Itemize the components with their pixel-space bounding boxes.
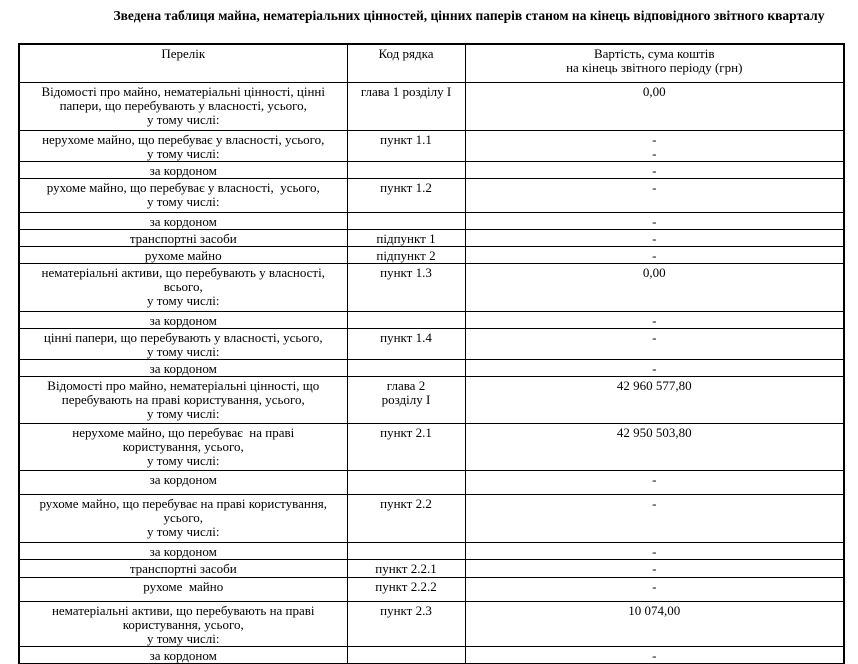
cell-value [465, 263, 844, 311]
description-line: у тому числі: [147, 630, 220, 646]
description-line: нерухоме майно, що перебуває на праві [72, 424, 295, 440]
cell-code [347, 359, 465, 376]
value-line: - [652, 560, 657, 576]
cell-value [465, 646, 844, 664]
description-line: Відомості про майно, нематеріальні цінності, що [47, 377, 320, 393]
cell-value [465, 130, 844, 161]
value-line: - [652, 179, 657, 195]
value-line: - [652, 213, 657, 229]
cell-value [465, 577, 844, 601]
cell-value [465, 82, 844, 130]
description-line: Відомості про майно, нематеріальні цінності, цінні [41, 83, 325, 99]
description-line: нематеріальні активи, що перебувають у власності, [41, 264, 325, 280]
table-row [19, 229, 844, 246]
cell-value [465, 311, 844, 328]
cell-description [19, 470, 347, 494]
cell-value [465, 559, 844, 577]
table-row [19, 601, 844, 646]
cell-description [19, 601, 347, 646]
cell-code [347, 542, 465, 559]
description-line: у тому числі: [147, 343, 220, 359]
table-row [19, 161, 844, 178]
description-line: за кордоном [149, 213, 217, 229]
value-line: - [652, 543, 657, 559]
description-line: у тому числі: [147, 111, 220, 127]
description-line: за кордоном [149, 162, 217, 178]
cell-description [19, 646, 347, 664]
description-line: транспортні засоби [129, 560, 237, 576]
description-line: нематеріальні активи, що перебувають на праві [51, 602, 315, 618]
cell-description [19, 328, 347, 359]
value-line: - [652, 131, 657, 147]
description-line: у тому числі: [147, 452, 220, 468]
cell-description [19, 178, 347, 212]
code-line: пункт 1.4 [380, 329, 432, 345]
cell-value [465, 601, 844, 646]
cell-code [347, 423, 465, 470]
description-line: перебувають на праві користування, усього, [61, 391, 305, 407]
code-line: глава 1 розділу I [360, 83, 452, 99]
cell-description [19, 263, 347, 311]
cell-code [347, 246, 465, 263]
table-row [19, 423, 844, 470]
cell-code [347, 601, 465, 646]
cell-code [347, 161, 465, 178]
table-row [19, 246, 844, 263]
cell-code [347, 130, 465, 161]
description-line: цінні папери, що перебувають у власності, усього, [43, 329, 323, 345]
header-row [19, 44, 844, 82]
table-row [19, 263, 844, 311]
cell-description [19, 130, 347, 161]
description-line: за кордоном [149, 360, 217, 376]
description-line: всього, [163, 278, 203, 294]
table-row [19, 359, 844, 376]
cell-value [465, 229, 844, 246]
table-row [19, 646, 844, 664]
table-row [19, 376, 844, 423]
cell-code [347, 82, 465, 130]
header-value-line2: на кінець звітного періоду (грн) [566, 60, 743, 75]
value-line: 42 960 577,80 [616, 377, 692, 393]
cell-description [19, 161, 347, 178]
description-line: усього, [163, 509, 203, 525]
code-line: пункт 2.2 [380, 495, 432, 511]
description-line: за кордоном [149, 312, 217, 328]
page-title: Зведена таблиця майна, нематеріальних цінностей, цінних паперів станом на кінець відповідного звітного кварталу [113, 8, 825, 23]
code-line: підпункт 2 [376, 247, 436, 263]
cell-code [347, 559, 465, 577]
value-line: - [652, 145, 657, 161]
table-row [19, 494, 844, 542]
code-line: підпункт 1 [376, 230, 436, 246]
table-row [19, 559, 844, 577]
cell-description [19, 542, 347, 559]
table-row [19, 212, 844, 229]
description-line: рухоме майно [143, 578, 224, 594]
description-line: папери, що перебувають у власності, усього, [59, 97, 307, 113]
cell-code [347, 494, 465, 542]
description-line: рухоме майно [144, 247, 222, 263]
cell-code [347, 646, 465, 664]
code-line: пункт 2.2.1 [375, 560, 437, 576]
header-list-column: Перелік [19, 44, 347, 82]
cell-code [347, 229, 465, 246]
description-line: транспортні засоби [129, 230, 237, 246]
summary-table [18, 43, 845, 664]
cell-description [19, 376, 347, 423]
code-line: пункт 1.1 [380, 131, 432, 147]
cell-value [465, 212, 844, 229]
cell-value [465, 246, 844, 263]
cell-description [19, 246, 347, 263]
cell-description [19, 559, 347, 577]
cell-value [465, 359, 844, 376]
table-row [19, 130, 844, 161]
table-row [19, 178, 844, 212]
cell-description [19, 577, 347, 601]
description-line: у тому числі: [147, 193, 220, 209]
cell-code [347, 212, 465, 229]
cell-value [465, 494, 844, 542]
description-line: користування, усього, [122, 616, 244, 632]
cell-value [465, 423, 844, 470]
table-row [19, 82, 844, 130]
table-row [19, 311, 844, 328]
code-line: пункт 1.2 [380, 179, 432, 195]
cell-code [347, 376, 465, 423]
header-code-column: Код рядка [347, 44, 465, 82]
value-line: - [652, 247, 657, 263]
description-line: за кордоном [149, 647, 217, 663]
value-line: - [652, 162, 657, 178]
cell-value [465, 161, 844, 178]
description-line: рухоме майно, що перебуває на праві користування, [39, 495, 328, 511]
value-line: 0,00 [642, 83, 666, 99]
cell-description [19, 82, 347, 130]
cell-description [19, 423, 347, 470]
value-line: - [652, 495, 657, 511]
value-line: - [652, 312, 657, 328]
description-line: за кордоном [149, 471, 217, 487]
value-line: - [652, 647, 657, 663]
code-line: глава 2 [386, 377, 426, 393]
cell-code [347, 263, 465, 311]
cell-value [465, 542, 844, 559]
code-line: пункт 1.3 [380, 264, 432, 280]
value-line: - [652, 329, 657, 345]
description-line: користування, усього, [122, 438, 244, 454]
cell-description [19, 494, 347, 542]
value-line: 42 950 503,80 [616, 424, 692, 440]
description-line: за кордоном [149, 543, 217, 559]
code-line: пункт 2.1 [380, 424, 432, 440]
header-value-line1: Вартість, сума коштів [593, 46, 715, 61]
description-line: нерухоме майно, що перебуває у власності, усього, [42, 131, 325, 147]
description-line: у тому числі: [147, 292, 220, 308]
code-line: пункт 2.2.2 [375, 578, 437, 594]
value-line: 0,00 [642, 264, 666, 280]
table-row [19, 542, 844, 559]
code-line: пункт 2.3 [380, 602, 432, 618]
value-line: - [652, 471, 657, 487]
cell-description [19, 229, 347, 246]
table-row [19, 577, 844, 601]
table-body [19, 82, 844, 664]
cell-code [347, 328, 465, 359]
value-line: - [652, 230, 657, 246]
value-line: - [652, 360, 657, 376]
value-line: - [652, 578, 657, 594]
table-row [19, 470, 844, 494]
code-line: розділу I [381, 391, 431, 407]
header-value-column [465, 44, 844, 82]
description-line: у тому числі: [147, 145, 220, 161]
cell-description [19, 359, 347, 376]
cell-description [19, 212, 347, 229]
cell-value [465, 178, 844, 212]
table-header [19, 44, 844, 82]
cell-code [347, 577, 465, 601]
cell-value [465, 470, 844, 494]
table-row [19, 328, 844, 359]
value-line: 10 074,00 [628, 602, 681, 618]
cell-code [347, 178, 465, 212]
description-line: у тому числі: [147, 405, 220, 421]
cell-description [19, 311, 347, 328]
cell-code [347, 470, 465, 494]
cell-code [347, 311, 465, 328]
description-line: у тому числі: [147, 523, 220, 539]
description-line: рухоме майно, що перебуває у власності, усього, [46, 179, 320, 195]
cell-value [465, 376, 844, 423]
cell-value [465, 328, 844, 359]
